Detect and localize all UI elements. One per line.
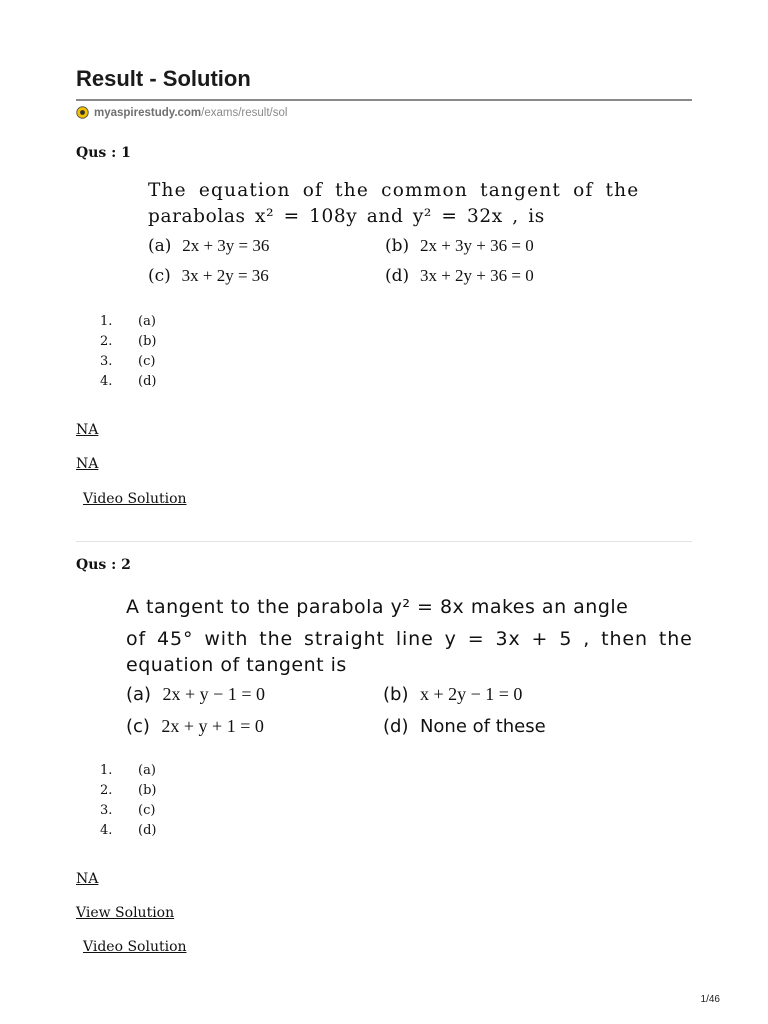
list-item[interactable] [76, 781, 156, 801]
choice-key: (b) [383, 684, 409, 705]
option-number: 3. [100, 803, 113, 818]
site-favicon-icon [76, 106, 89, 119]
source-url[interactable] [76, 106, 287, 119]
choice-expr: 3x + 2y = 36 [181, 266, 269, 285]
question-stem-line: A tangent to the parabola y² = 8x makes an angle [126, 596, 629, 618]
source-domain: myaspirestudy.com [94, 106, 202, 119]
list-item[interactable] [76, 352, 156, 372]
choice-d [383, 716, 546, 737]
choice-key: (d) [385, 266, 410, 286]
option-number: 1. [100, 763, 113, 778]
choice-b [385, 236, 534, 256]
choice-a [126, 684, 265, 705]
choice-expr: 2x + 3y = 36 [182, 236, 270, 255]
choice-d [385, 266, 534, 286]
na-link[interactable]: NA [76, 456, 99, 472]
choice-key: (d) [383, 716, 409, 737]
choice-expr: x + 2y − 1 = 0 [419, 684, 523, 704]
question-divider [76, 541, 692, 542]
option-value: (d) [138, 823, 157, 838]
option-number: 2. [100, 334, 113, 349]
list-item[interactable] [76, 821, 156, 841]
source-path: /exams/result/sol [201, 106, 288, 119]
video-solution-link[interactable]: Video Solution [83, 939, 187, 955]
question-stem-line: equation of tangent is [126, 654, 347, 676]
option-number: 1. [100, 314, 113, 329]
choice-key: (a) [148, 236, 172, 256]
option-value: (a) [138, 314, 156, 329]
choice-expr: 2x + y − 1 = 0 [162, 684, 265, 704]
option-value: (a) [138, 763, 156, 778]
choice-key: (a) [126, 684, 152, 705]
page-title: Result - Solution [76, 66, 251, 91]
list-item[interactable] [76, 761, 156, 781]
question-image [148, 180, 640, 290]
option-number: 4. [100, 823, 113, 838]
list-item[interactable] [76, 332, 156, 352]
answer-options-list [76, 312, 156, 392]
page-number: 1/46 [700, 994, 720, 1005]
question-label: Qus : 2 [76, 557, 131, 573]
choice-expr: 2x + 3y + 36 = 0 [419, 236, 534, 255]
question-image [126, 596, 693, 746]
choice-expr: None of these [419, 716, 546, 737]
list-item[interactable] [76, 801, 156, 821]
na-link[interactable]: NA [76, 871, 99, 887]
list-item[interactable] [76, 372, 156, 392]
option-value: (c) [138, 354, 156, 369]
choice-expr: 2x + y + 1 = 0 [161, 716, 264, 736]
option-number: 2. [100, 783, 113, 798]
view-solution-link[interactable]: View Solution [76, 905, 175, 921]
option-value: (b) [138, 783, 157, 798]
question-stem-line: parabolas x² = 108y and y² = 32x , is [148, 206, 545, 227]
option-number: 3. [100, 354, 113, 369]
video-solution-link[interactable]: Video Solution [83, 491, 187, 507]
choice-b [383, 684, 522, 705]
choice-c [148, 266, 269, 286]
choice-key: (b) [385, 236, 410, 256]
choice-expr: 3x + 2y + 36 = 0 [419, 266, 534, 285]
question-stem-line: of 45° with the straight line y = 3x + 5 , then the [126, 628, 693, 650]
answer-options-list [76, 761, 156, 841]
choice-a [148, 236, 269, 256]
option-number: 4. [100, 374, 113, 389]
choice-c [126, 716, 264, 737]
question-label: Qus : 1 [76, 145, 131, 161]
choice-key: (c) [126, 716, 150, 737]
na-link[interactable]: NA [76, 422, 99, 438]
option-value: (b) [138, 334, 157, 349]
option-value: (c) [138, 803, 156, 818]
choice-key: (c) [148, 266, 171, 286]
question-stem-line: The equation of the common tangent of the [148, 180, 640, 201]
title-divider [76, 99, 692, 101]
option-value: (d) [138, 374, 157, 389]
list-item[interactable] [76, 312, 156, 332]
